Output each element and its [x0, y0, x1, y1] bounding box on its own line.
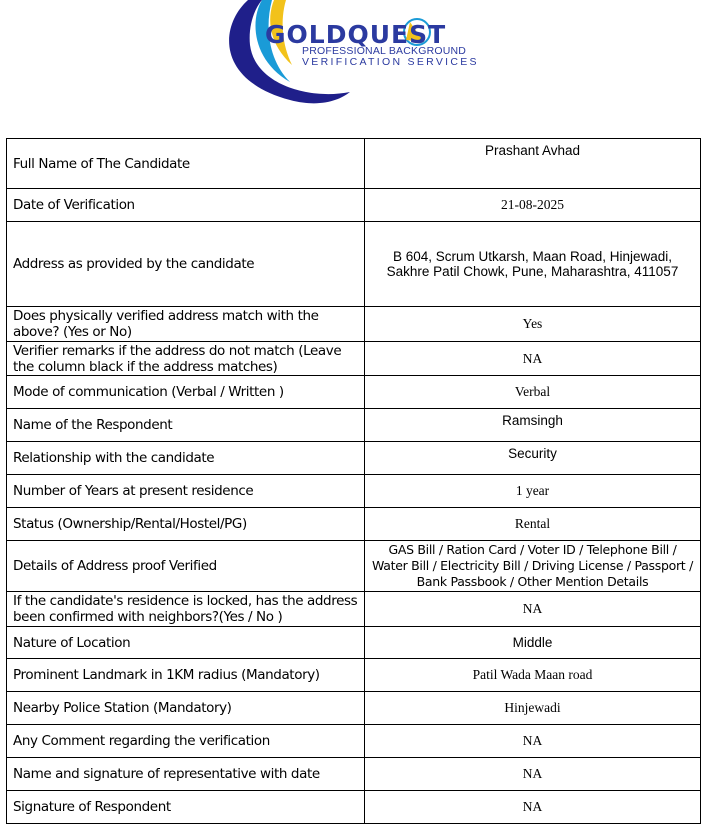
table-row: [7, 442, 701, 475]
logo-tagline-2: VERIFICATION SERVICES: [302, 56, 479, 68]
table-row: [7, 692, 701, 725]
row-value: Patil Wada Maan road: [365, 659, 701, 692]
row-value: Middle: [365, 627, 701, 659]
logo-brand-name: GOLDQUEST: [265, 20, 447, 49]
row-value: Hinjewadi: [365, 692, 701, 725]
row-value: NA: [365, 791, 701, 824]
row-label: Mode of communication (Verbal / Written ): [7, 376, 365, 409]
table-row: [7, 725, 701, 758]
row-label: Signature of Respondent: [7, 791, 365, 824]
logo-tagline-1: PROFESSIONAL BACKGROUND: [302, 45, 467, 57]
table-row: [7, 189, 701, 222]
company-logo: [200, 0, 510, 110]
row-label: Relationship with the candidate: [7, 442, 365, 475]
verification-table: [6, 138, 701, 824]
row-label: Nearby Police Station (Mandatory): [7, 692, 365, 725]
row-label: Prominent Landmark in 1KM radius (Mandatory): [7, 659, 365, 692]
table-row: [7, 508, 701, 541]
row-label: Does physically verified address match with the above? (Yes or No): [7, 307, 365, 342]
row-label: If the candidate's residence is locked, has the address been confirmed with neighbors?(Yes / No ): [7, 592, 365, 627]
row-label: Details of Address proof Verified: [7, 541, 365, 592]
table-row: [7, 376, 701, 409]
row-label: Address as provided by the candidate: [7, 222, 365, 307]
table-row: [7, 659, 701, 692]
table-row: [7, 758, 701, 791]
table-row: [7, 409, 701, 442]
row-value: NA: [365, 725, 701, 758]
row-value: Yes: [365, 307, 701, 342]
row-label: Verifier remarks if the address do not match (Leave the column black if the address matches): [7, 342, 365, 376]
row-value: 1 year: [365, 475, 701, 508]
row-label: Date of Verification: [7, 189, 365, 222]
row-value: B 604, Scrum Utkarsh, Maan Road, Hinjewadi, Sakhre Patil Chowk, Pune, Maharashtra, 411057: [365, 222, 701, 307]
row-label: Number of Years at present residence: [7, 475, 365, 508]
row-value: 21-08-2025: [365, 189, 701, 222]
table-row: [7, 475, 701, 508]
table-row: [7, 307, 701, 342]
row-value: Prashant Avhad: [365, 139, 701, 189]
table-row: [7, 541, 701, 592]
table-row: [7, 592, 701, 627]
row-label: Nature of Location: [7, 627, 365, 659]
row-label: Name and signature of representative with date: [7, 758, 365, 791]
row-value: Verbal: [365, 376, 701, 409]
table-row: [7, 342, 701, 376]
row-label: Any Comment regarding the verification: [7, 725, 365, 758]
row-value: Security: [365, 442, 701, 475]
table-row: [7, 222, 701, 307]
table-row: [7, 791, 701, 824]
row-label: Name of the Respondent: [7, 409, 365, 442]
row-value: Rental: [365, 508, 701, 541]
row-value: NA: [365, 342, 701, 376]
row-label: Full Name of The Candidate: [7, 139, 365, 189]
row-value: Ramsingh: [365, 409, 701, 442]
row-value: NA: [365, 758, 701, 791]
row-value: NA: [365, 592, 701, 627]
table-row: [7, 139, 701, 189]
row-value: GAS Bill / Ration Card / Voter ID / Telephone Bill / Water Bill / Electricity Bill / Driving License / Passport / Bank Passbook / Other Mention Details: [365, 541, 701, 592]
table-row: [7, 627, 701, 659]
row-label: Status (Ownership/Rental/Hostel/PG): [7, 508, 365, 541]
